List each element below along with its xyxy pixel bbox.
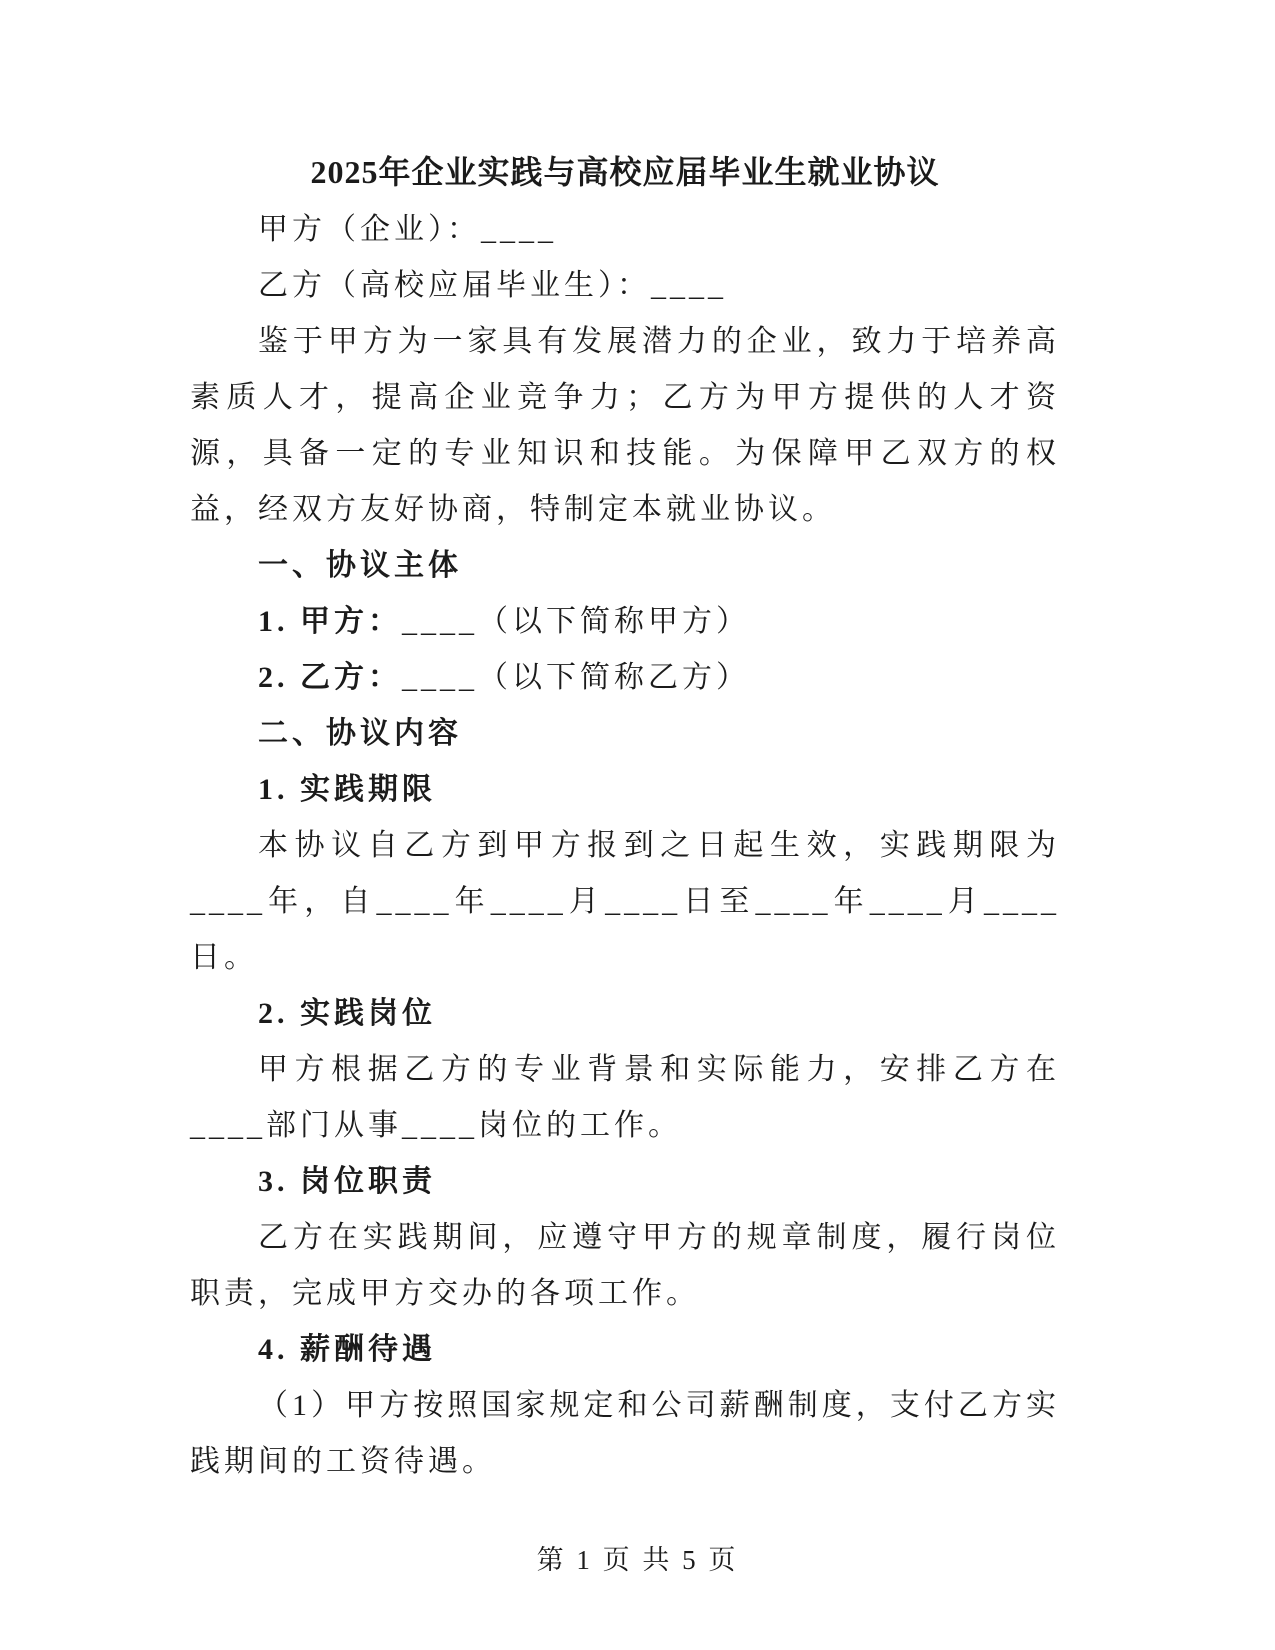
document-title: 2025年企业实践与高校应届毕业生就业协议 — [310, 154, 940, 190]
page-number-indicator: 第 1 页 共 5 页 — [536, 1545, 739, 1575]
party-b-line: 乙方（高校应届毕业生）：____ — [258, 269, 727, 302]
clause-3-paragraph: 乙方在实践期间，应遵守甲方的规章制度，履行岗位职责，完成甲方交办的各项工作。 — [190, 1221, 1060, 1310]
party-a-item-rest: （以下简称甲方） — [478, 605, 750, 638]
party-a-item — [190, 594, 1060, 650]
party-b-item-rest: （以下简称乙方） — [478, 661, 750, 694]
clause-4-heading: 4. 薪酬待遇 — [258, 1333, 436, 1366]
party-b-item-label: 2. 乙方： — [258, 661, 402, 694]
clause-1-paragraph: 本协议自乙方到甲方报到之日起生效，实践期限为____年，自____年____月____日至____年____月____日。 — [190, 829, 1060, 974]
preamble-paragraph: 鉴于甲方为一家具有发展潜力的企业，致力于培养高素质人才，提高企业竞争力；乙方为甲方提供的人才资源，具备一定的专业知识和技能。为保障甲乙双方的权益，经双方友好协商，特制定本就业协议。 — [190, 325, 1060, 526]
party-b-item-blank: ____ — [402, 661, 478, 694]
section-1-heading: 一、协议主体 — [258, 549, 462, 582]
page-footer — [0, 1538, 1275, 1577]
section-2-heading: 二、协议内容 — [258, 717, 462, 750]
clause-2-heading: 2. 实践岗位 — [258, 997, 436, 1030]
party-b-item — [190, 650, 1060, 706]
document-content — [190, 142, 1060, 1490]
clause-4-paragraph: （1）甲方按照国家规定和公司薪酬制度，支付乙方实践期间的工资待遇。 — [190, 1389, 1060, 1478]
clause-2-paragraph: 甲方根据乙方的专业背景和实际能力，安排乙方在____部门从事____岗位的工作。 — [190, 1053, 1060, 1142]
party-a-item-blank: ____ — [402, 605, 478, 638]
party-a-item-label: 1. 甲方： — [258, 605, 402, 638]
clause-3-heading: 3. 岗位职责 — [258, 1165, 436, 1198]
clause-1-heading: 1. 实践期限 — [258, 773, 436, 806]
party-a-line: 甲方（企业）：____ — [258, 213, 557, 246]
